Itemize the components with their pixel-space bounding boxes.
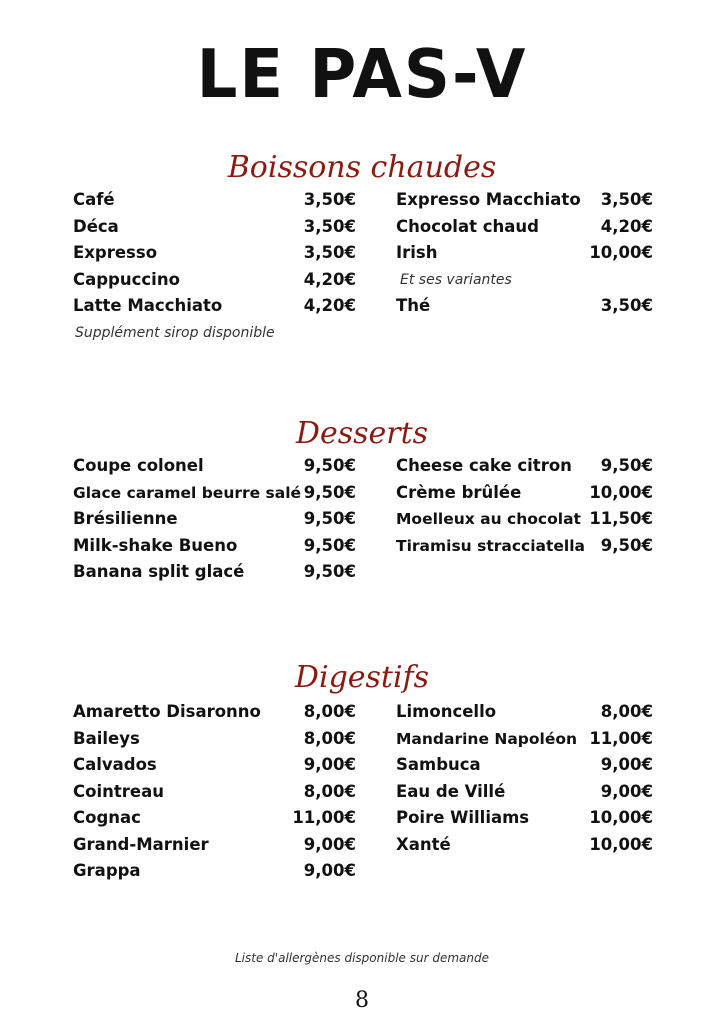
- item-price: 10,00€: [589, 482, 653, 502]
- item-price: 11,00€: [292, 808, 356, 827]
- desserts-left-column: [73, 456, 356, 589]
- menu-item: [73, 861, 356, 888]
- menu-item: [73, 243, 356, 270]
- item-name: Thé: [396, 296, 431, 315]
- item-name: Chocolat chaud: [396, 216, 539, 236]
- item-name: Irish: [396, 243, 438, 262]
- menu-item: [73, 536, 356, 563]
- menu-item: [73, 483, 356, 510]
- menu-item: [396, 702, 653, 729]
- section-title-hot-drinks: Boissons chaudes: [227, 150, 497, 185]
- menu-item: [73, 190, 356, 217]
- menu-item: [73, 509, 356, 536]
- item-price: 3,50€: [303, 243, 356, 262]
- menu-item: [73, 702, 356, 729]
- section-title-desserts: Desserts: [295, 416, 429, 451]
- hot-drinks-right-column: [396, 190, 653, 323]
- item-name: Limoncello: [396, 702, 497, 721]
- menu-title: LE PAS-V: [196, 36, 528, 114]
- item-name: Moelleux au chocolat: [396, 510, 581, 528]
- item-price: 10,00€: [589, 243, 653, 262]
- item-price: 8,00€: [303, 781, 356, 801]
- menu-item: [396, 483, 653, 510]
- menu-item: [73, 782, 356, 809]
- item-price: 3,50€: [303, 216, 356, 236]
- menu-item: [73, 835, 356, 862]
- irish-variants-note: Et ses variantes: [400, 271, 512, 288]
- item-name: Baileys: [73, 728, 140, 748]
- menu-item: [73, 217, 356, 244]
- item-price: 9,00€: [600, 755, 653, 774]
- item-name: Expresso: [73, 243, 158, 262]
- item-price: 11,50€: [589, 509, 653, 528]
- menu-item: [73, 296, 356, 323]
- item-price: 8,00€: [303, 728, 356, 748]
- menu-item: [73, 729, 356, 756]
- menu-item: [73, 456, 356, 483]
- menu-item: [73, 270, 356, 297]
- section-title-digestifs: Digestifs: [294, 660, 430, 695]
- item-name: Crème brûlée: [396, 482, 522, 502]
- item-name: Milk-shake Bueno: [73, 535, 238, 555]
- item-price: 9,50€: [303, 535, 356, 555]
- menu-item: [396, 190, 653, 217]
- item-name: Cointreau: [73, 781, 164, 801]
- item-name: Expresso Macchiato: [396, 190, 581, 209]
- desserts-right-column: [396, 456, 653, 562]
- syrup-note: Supplément sirop disponible: [75, 324, 275, 341]
- item-name: Grand-Marnier: [73, 834, 209, 854]
- menu-item: [73, 808, 356, 835]
- menu-item: [396, 782, 653, 809]
- hot-drinks-left-column: [73, 190, 356, 349]
- item-name: Déca: [73, 216, 119, 236]
- menu-item: [396, 729, 653, 756]
- menu-item: [396, 755, 653, 782]
- page-number: 8: [355, 988, 369, 1013]
- item-name: Latte Macchiato: [73, 296, 223, 315]
- item-name: Glace caramel beurre salé: [73, 483, 302, 502]
- menu-item: [73, 755, 356, 782]
- allergen-note: Liste d'allergènes disponible sur demande: [235, 951, 489, 965]
- item-price: 9,50€: [600, 535, 653, 555]
- menu-item: [396, 243, 653, 270]
- item-name: Coupe colonel: [73, 456, 204, 475]
- item-name: Sambuca: [396, 755, 481, 774]
- item-name: Mandarine Napoléon: [396, 729, 578, 748]
- item-name: Tiramisu stracciatella: [396, 536, 586, 555]
- item-price: 9,50€: [303, 482, 356, 502]
- item-price: 3,50€: [600, 296, 653, 315]
- menu-item: [396, 536, 653, 563]
- menu-item: [396, 835, 653, 862]
- item-name: Calvados: [73, 755, 157, 774]
- item-price: 8,00€: [600, 702, 653, 721]
- item-name: Cheese cake citron: [396, 456, 572, 475]
- item-name: Cognac: [73, 808, 141, 827]
- item-price: 3,50€: [303, 190, 356, 209]
- menu-item: [396, 217, 653, 244]
- item-price: 9,50€: [303, 456, 356, 475]
- item-price: 9,00€: [303, 755, 356, 774]
- item-price: 9,50€: [303, 562, 356, 581]
- item-price: 4,20€: [600, 216, 653, 236]
- item-price: 9,00€: [303, 834, 356, 854]
- item-name: Poire Williams: [396, 808, 530, 827]
- digestifs-left-column: [73, 702, 356, 888]
- item-price: 9,00€: [600, 781, 653, 801]
- item-name: Cappuccino: [73, 269, 180, 289]
- item-price: 10,00€: [589, 808, 653, 827]
- item-name: Café: [73, 190, 115, 209]
- menu-item: [396, 296, 653, 323]
- item-name: Amaretto Disaronno: [73, 702, 261, 721]
- item-price: 11,00€: [589, 728, 653, 748]
- item-price: 9,00€: [303, 861, 356, 880]
- item-price: 3,50€: [600, 190, 653, 209]
- menu-item: [396, 509, 653, 536]
- menu-item: [396, 456, 653, 483]
- item-name: Grappa: [73, 861, 141, 880]
- item-price: 9,50€: [303, 509, 356, 528]
- item-name: Brésilienne: [73, 509, 178, 528]
- menu-item: [396, 808, 653, 835]
- item-price: 4,20€: [303, 296, 356, 315]
- item-price: 9,50€: [600, 456, 653, 475]
- item-name: Banana split glacé: [73, 562, 245, 581]
- item-price: 8,00€: [303, 702, 356, 721]
- item-price: 10,00€: [589, 834, 653, 854]
- item-price: 4,20€: [303, 269, 356, 289]
- item-name: Xanté: [396, 834, 451, 854]
- menu-item: [73, 562, 356, 589]
- digestifs-right-column: [396, 702, 653, 861]
- item-name: Eau de Villé: [396, 781, 506, 801]
